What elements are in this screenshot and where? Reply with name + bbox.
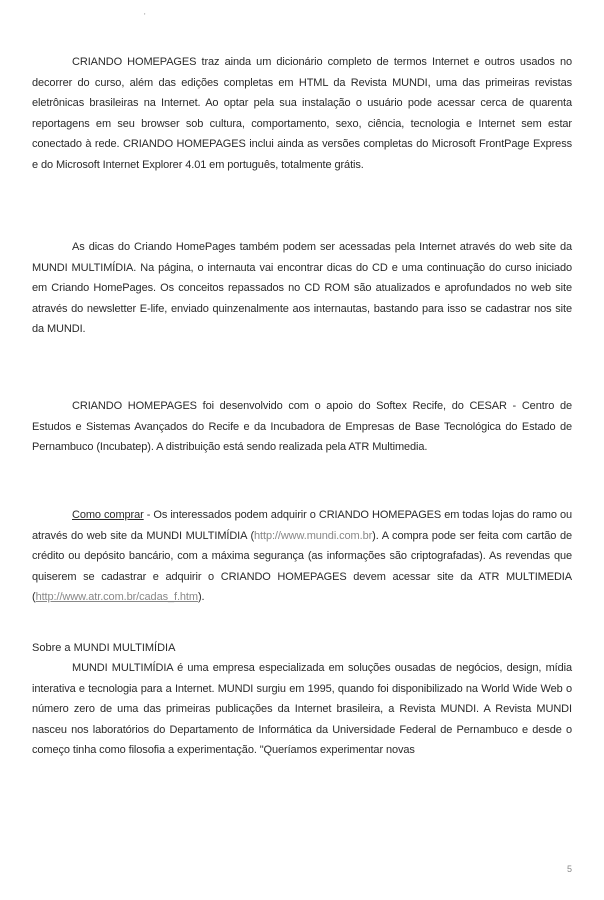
section-heading-about-mundi: Sobre a MUNDI MULTIMÍDIA	[32, 642, 176, 654]
how-to-buy-text-b: ). A compra pode ser feita com cartão de crédito ou depósito bancário, com a máxima segurança (as informações são criptografadas). As revendas que quiserem se cadastrar e adquirir o CRIANDO HOMEPAGES devem acessar site da ATR MULTIMEDIA (	[32, 529, 573, 603]
paragraph-how-to-buy	[32, 505, 572, 608]
how-to-buy-text-c: ).	[197, 591, 205, 603]
paragraph-development-support: CRIANDO HOMEPAGES foi desenvolvido com o apoio do Softex Recife, do CESAR - Centro de Estudos e Sistemas Avançados do Recife e da Incubadora de Empresas de Base Tecnológica do Estado de Pernambuco (Incubatep). A distribuição está sendo realizada pela ATR Multimedia.	[32, 400, 572, 453]
paragraph-dictionary: CRIANDO HOMEPAGES traz ainda um dicionário completo de termos Internet e outros usados no decorrer do curso, além das edições completas em HTML da Revista MUNDI, uma das primeiras revistas eletrônicas brasileiras na Internet. Ao optar pela sua instalação o usuário pode acessar cerca de quarenta reportagens em seu browser sob cultura, comportamento, sexo, ciência, tecnologia e Internet sem estar conectado à rede. CRIANDO HOMEPAGES inclui ainda as versões completas do Microsoft FrontPage Express e do Microsoft Internet Explorer 4.01 em português, totalmente grátis.	[32, 56, 572, 171]
how-to-buy-text-a: - Os interessados podem adquirir o CRIANDO HOMEPAGES em todas lojas do ramo ou através do web site da MUNDI MULTIMÍDIA (	[32, 509, 572, 542]
mundi-url-link[interactable]: http://www.mundi.com.br	[254, 529, 373, 542]
page-number: 5	[566, 864, 572, 874]
paragraph-internet-tips: As dicas do Criando HomePages também podem ser acessadas pela Internet através do web site da MUNDI MULTIMÍDIA. Na página, o internauta vai encontrar dicas do CD e uma continuação do curso iniciado em Criando HomePages. Os conceitos repassados no CD ROM são atualizados e aprofundados no web site através do newsletter E-life, enviado quinzenalmente aos internautas, bastando para isso se cadastrar nos site da MUNDI.	[32, 241, 572, 335]
how-to-buy-label: Como comprar	[72, 509, 144, 521]
stray-mark: '	[144, 12, 146, 21]
atr-url-link[interactable]: http://www.atr.com.br/cadas_f.htm	[35, 591, 198, 603]
paragraph-about-mundi: MUNDI MULTIMÍDIA é uma empresa especializada em soluções ousadas de negócios, design, mídia interativa e tecnologia para a Internet. MUNDI surgiu em 1995, quando foi disponibilizado na World Wide Web o número zero de uma das primeiras publicações da Internet brasileira, a Revista MUNDI. A Revista MUNDI nasceu nos laboratórios do Departamento de Informática da Universidade Federal de Pernambuco e desde o começo tinha como filosofia a experimentação. "Queríamos experimentar novas	[32, 662, 572, 756]
